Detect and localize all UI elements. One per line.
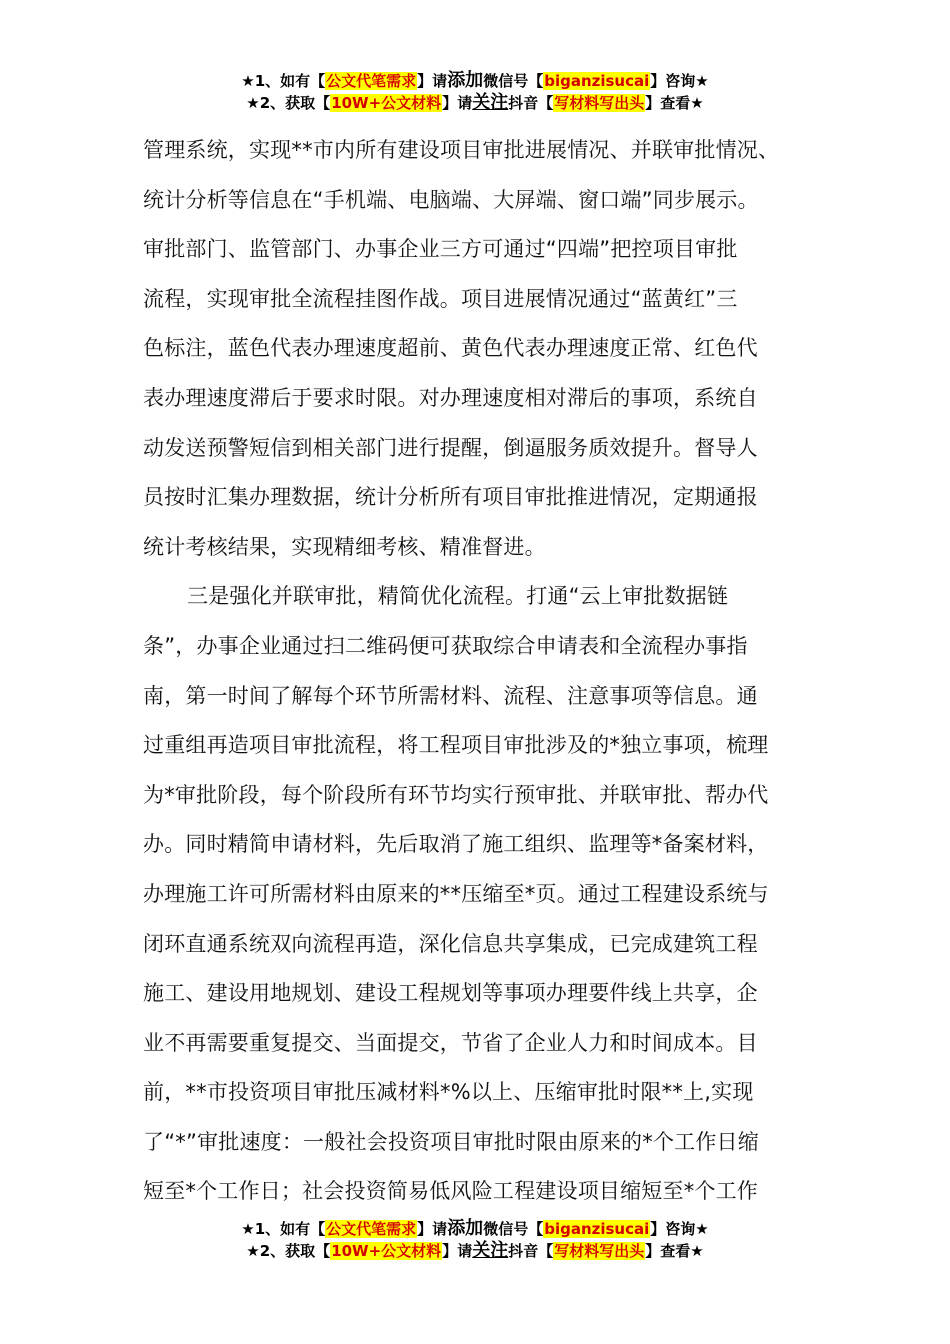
banner-text: 】咨询★ [650,72,709,90]
banner-text: 微信号【 [483,72,544,90]
banner-line-2 [0,1240,950,1262]
banner-emphasis: 添加 [447,1218,484,1239]
banner-text: 】请 [417,1220,448,1238]
body-line: 员按时汇集办理数据，统计分析所有项目审批推进情况，定期通报 [143,485,758,510]
banner-text: 】请 [417,72,448,90]
banner-text: ★2、获取【 [246,94,331,112]
header-banner [0,70,950,114]
body-line: 业不再需要重复提交、当面提交，节省了企业人力和时间成本。目 [143,1030,758,1055]
body-line: 流程，实现审批全流程挂图作战。项目进展情况通过“蓝黄红”三 [143,286,738,311]
banner-text: ★1、如有【 [241,1220,326,1238]
banner-text: 】咨询★ [650,1220,709,1238]
body-line: 条”，办事企业通过扫二维码便可获取综合申请表和全流程办事指 [143,633,748,658]
highlight-service: 公文代笔需求 [326,72,417,90]
banner-emphasis: 关注 [472,1240,509,1261]
banner-text: ★1、如有【 [241,72,326,90]
banner-text: 】查看★ [645,94,704,112]
body-line: 审批部门、监管部门、办事企业三方可通过“四端”把控项目审批 [143,237,738,262]
body-line: 统计考核结果，实现精细考核、精准督进。 [143,534,546,559]
highlight-materials: 10W+公文材料 [331,1242,442,1260]
banner-line-1 [0,1218,950,1240]
body-line: 为*审批阶段，每个阶段所有环节均实行预审批、并联审批、帮办代 [143,782,769,807]
banner-line-1 [0,70,950,92]
body-line: 了“*”审批速度：一般社会投资项目审批时限由原来的*个工作日缩 [143,1129,759,1154]
banner-emphasis: 关注 [472,92,509,113]
banner-emphasis: 添加 [447,70,484,91]
highlight-wechat-id: biganzisucai [544,72,650,90]
body-line: 前，**市投资项目审批压减材料*%以上、压缩审批时限**上,实现 [143,1080,754,1105]
highlight-service: 公文代笔需求 [326,1220,417,1238]
body-line: 南，第一时间了解每个环节所需材料、流程、注意事项等信息。通 [143,683,758,708]
banner-text: 】查看★ [645,1242,704,1260]
banner-text: 】请 [442,94,473,112]
highlight-wechat-id: biganzisucai [544,1220,650,1238]
body-line: 统计分析等信息在“手机端、电脑端、大屏端、窗口端”同步展示。 [143,187,759,212]
highlight-douyin-account: 写材料写出头 [554,1242,645,1260]
banner-line-2 [0,92,950,114]
body-line: 短至*个工作日；社会投资简易低风险工程建设项目缩短至*个工作 [143,1179,758,1204]
body-line: 过重组再造项目审批流程，将工程项目审批涉及的*独立事项，梳理 [143,733,769,758]
banner-text: 抖音【 [508,1242,554,1260]
body-line: 办。同时精简申请材料，先后取消了施工组织、监理等*备案材料， [143,832,769,857]
banner-text: ★2、获取【 [246,1242,331,1260]
body-line: 表办理速度滞后于要求时限。对办理速度相对滞后的事项，系统自 [143,385,758,410]
body-line: 办理施工许可所需材料由原来的**压缩至*页。通过工程建设系统与 [143,881,769,906]
body-line: 色标注，蓝色代表办理速度超前、黄色代表办理速度正常、红色代 [143,336,758,361]
banner-text: 抖音【 [508,94,554,112]
document-body [143,126,815,1217]
highlight-materials: 10W+公文材料 [331,94,442,112]
banner-text: 】请 [442,1242,473,1260]
body-line: 动发送预警短信到相关部门进行提醒，倒逼服务质效提升。督导人 [143,435,758,460]
banner-text: 微信号【 [483,1220,544,1238]
paragraph-start-line: 三是强化并联审批，精简优化流程。打通“云上审批数据链 [187,584,729,609]
body-line: 管理系统，实现**市内所有建设项目审批进展情况、并联审批情况、 [143,138,780,162]
body-line: 施工、建设用地规划、建设工程规划等事项办理要件线上共享，企 [143,981,758,1006]
body-line: 闭环直通系统双向流程再造，深化信息共享集成，已完成建筑工程 [143,931,758,956]
footer-banner [0,1218,950,1262]
highlight-douyin-account: 写材料写出头 [554,94,645,112]
